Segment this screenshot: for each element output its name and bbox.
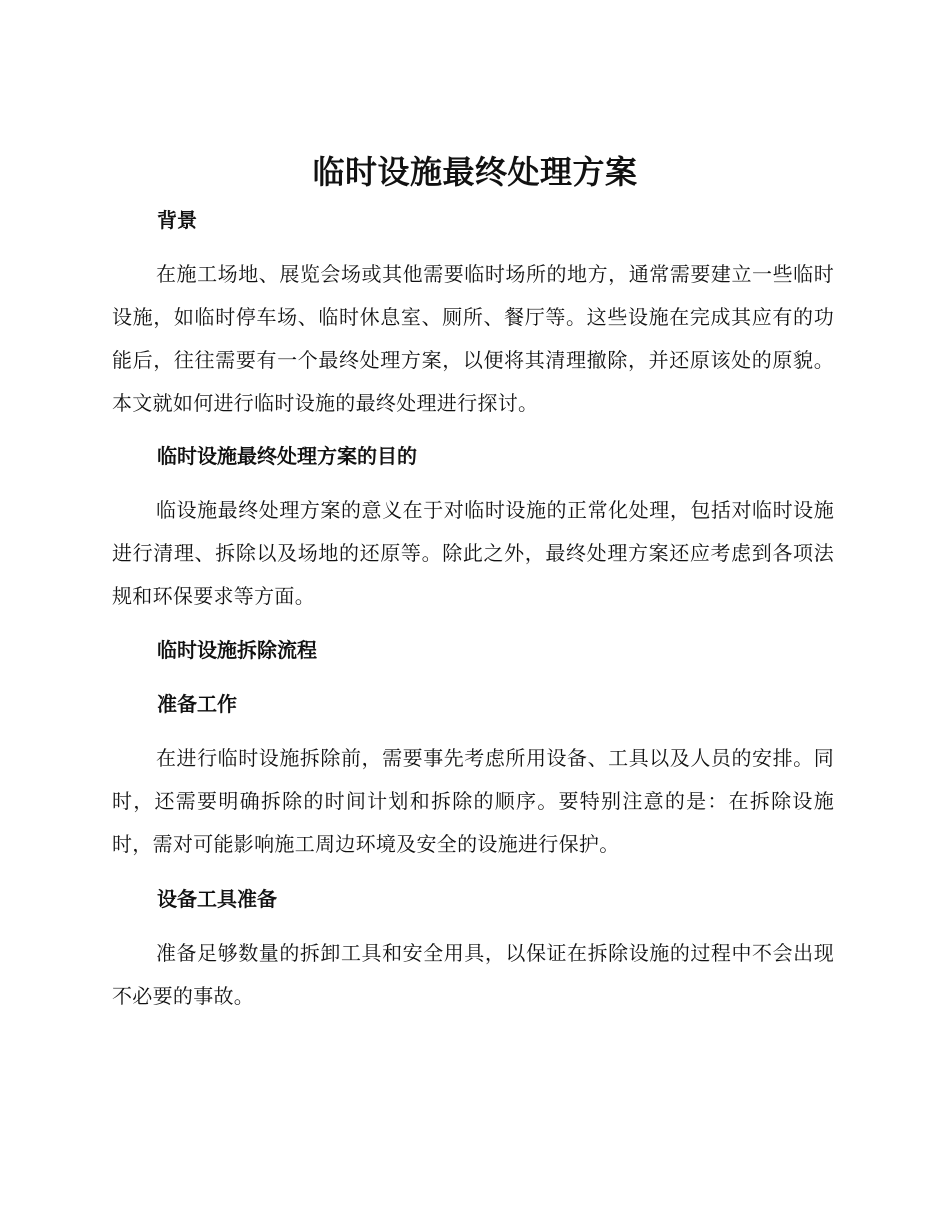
- section-heading-purpose: 临时设施最终处理方案的目的: [157, 444, 417, 468]
- section-paragraph-equipment: 准备足够数量的拆卸工具和安全用具，以保证在拆除设施的过程中不会出现不必要的事故。: [112, 941, 834, 1008]
- section-paragraph-background: 在施工场地、展览会场或其他需要临时场所的地方，通常需要建立一些临时设施，如临时停车场、临时休息室、厕所、餐厅等。这些设施在完成其应有的功能后，往往需要有一个最终处理方案，以便将其清理撤除，并还原该处的原貌。本文就如何进行临时设施的最终处理进行探讨。: [112, 262, 834, 415]
- document-title: 临时设施最终处理方案: [312, 153, 638, 191]
- section-heading-background: 背景: [157, 208, 197, 232]
- section-heading-removal-process: 临时设施拆除流程: [157, 638, 317, 662]
- section-heading-preparation: 准备工作: [157, 692, 237, 716]
- section-heading-equipment: 设备工具准备: [157, 887, 277, 911]
- section-paragraph-preparation: 在进行临时设施拆除前，需要事先考虑所用设备、工具以及人员的安排。同时，还需要明确拆除的时间计划和拆除的顺序。要特别注意的是：在拆除设施时，需对可能影响施工周边环境及安全的设施进行保护。: [112, 746, 834, 856]
- section-paragraph-purpose: 临设施最终处理方案的意义在于对临时设施的正常化处理，包括对临时设施进行清理、拆除以及场地的还原等。除此之外，最终处理方案还应考虑到各项法规和环保要求等方面。: [112, 498, 834, 608]
